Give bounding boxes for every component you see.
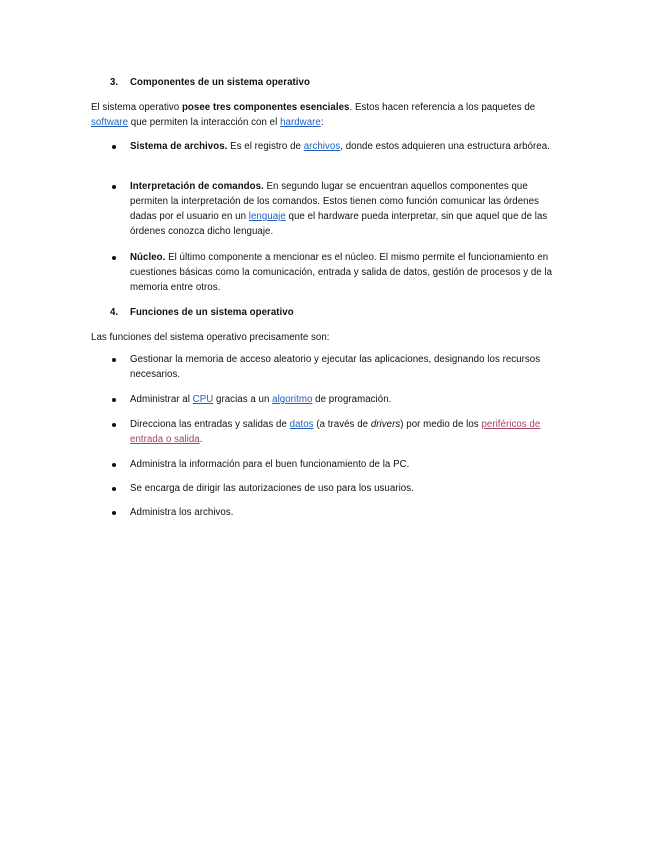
component-command-interpretation: Interpretación de comandos. En segundo lugar se encuentran aquellos componentes que permiten la interpretación de los comandos. Estos tienen como función comunicar las órdenes dadas por el usuario en un lenguaje que el hardware pueda interpretar, sin que aquel que de las órdenes conozca dicho lenguaje. xyxy=(130,181,548,237)
intro-bold: posee tres componentes esenciales xyxy=(181,102,350,113)
bullet-icon xyxy=(112,145,116,149)
bullet-icon xyxy=(112,185,116,189)
section-3-heading: Componentes de un sistema operativo xyxy=(130,77,310,88)
function-info: Administra la información para el buen funcionamiento de la PC. xyxy=(130,459,410,470)
bullet-icon xyxy=(112,358,116,362)
section-4-number: 4. xyxy=(110,307,119,318)
section-3-number: 3. xyxy=(110,77,119,88)
intro-paragraph: El sistema operativo posee tres componentes esenciales. Estos hacen referencia a los paquetes de software que permiten la interacción con el hardware: xyxy=(91,102,536,128)
algoritmo-link[interactable]: algoritmo xyxy=(272,394,313,405)
bullet-icon xyxy=(112,487,116,491)
function-files: Administra los archivos. xyxy=(130,507,234,518)
datos-link[interactable]: datos xyxy=(289,419,314,430)
component-kernel: Núcleo. El último componente a mencionar es el núcleo. El mismo permite el funcionamiento en cuestiones básicas como la comunicación, entrada y salida de datos, gestión de procesos y de la memoria entre otros. xyxy=(130,252,553,293)
bullet-icon xyxy=(112,463,116,467)
functions-intro: Las funciones del sistema operativo precisamente son: xyxy=(91,332,330,343)
bullet-icon xyxy=(112,423,116,427)
bullet-icon xyxy=(112,398,116,402)
bullet-icon xyxy=(112,511,116,515)
component-file-system: Sistema de archivos. Es el registro de archivos, donde estos adquieren una estructura arbórea. xyxy=(130,141,550,152)
function-io: Direcciona las entradas y salidas de datos (a través de drivers) por medio de los periféricos de entrada o salida. xyxy=(130,419,541,445)
software-link[interactable]: software xyxy=(91,117,129,128)
function-cpu: Administrar al CPU gracias a un algoritmo de programación. xyxy=(130,394,392,405)
function-authorization: Se encarga de dirigir las autorizaciones de uso para los usuarios. xyxy=(130,483,414,494)
perifericos-link[interactable]: periféricos de entrada o salida xyxy=(130,419,541,445)
cpu-link[interactable]: CPU xyxy=(192,394,214,405)
section-4-heading: Funciones de un sistema operativo xyxy=(130,307,294,318)
lenguaje-link[interactable]: lenguaje xyxy=(248,211,286,222)
bullet-icon xyxy=(112,256,116,260)
archivos-link[interactable]: archivos xyxy=(303,141,341,152)
function-memory: Gestionar la memoria de acceso aleatorio y ejecutar las aplicaciones, designando los recursos necesarios. xyxy=(130,354,541,380)
hardware-link[interactable]: hardware xyxy=(280,117,321,128)
